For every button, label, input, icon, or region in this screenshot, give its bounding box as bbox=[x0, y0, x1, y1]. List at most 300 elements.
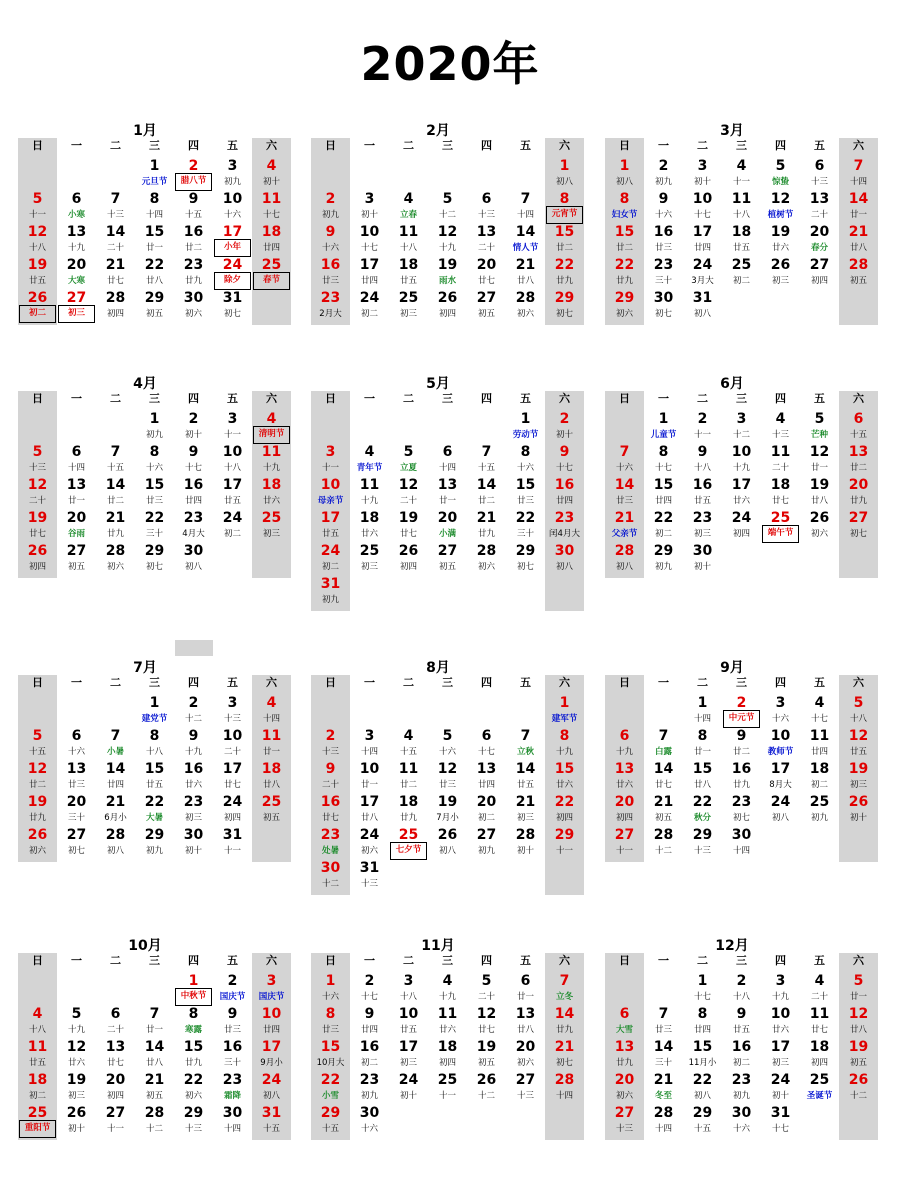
day-cell[interactable] bbox=[252, 189, 291, 223]
day-cell[interactable] bbox=[174, 409, 213, 443]
day-cell[interactable] bbox=[135, 508, 174, 542]
day-cell[interactable] bbox=[506, 255, 545, 289]
day-cell[interactable] bbox=[174, 156, 213, 190]
day-cell[interactable] bbox=[839, 792, 878, 826]
day-cell[interactable] bbox=[644, 255, 683, 289]
day-cell[interactable] bbox=[467, 288, 506, 322]
day-cell[interactable] bbox=[800, 1037, 839, 1071]
day-cell[interactable] bbox=[96, 541, 135, 575]
day-cell[interactable] bbox=[761, 971, 800, 1005]
day-cell[interactable] bbox=[213, 189, 252, 223]
day-cell[interactable] bbox=[389, 475, 428, 509]
day-cell[interactable] bbox=[545, 442, 584, 476]
day-cell[interactable] bbox=[605, 156, 644, 190]
day-cell[interactable] bbox=[213, 825, 252, 859]
day-cell[interactable] bbox=[311, 475, 350, 509]
day-cell[interactable] bbox=[18, 255, 57, 289]
day-cell[interactable] bbox=[213, 693, 252, 727]
day-cell[interactable] bbox=[252, 508, 291, 542]
day-cell[interactable] bbox=[683, 475, 722, 509]
day-cell[interactable] bbox=[252, 971, 291, 1005]
day-cell[interactable] bbox=[350, 971, 389, 1005]
day-cell[interactable] bbox=[644, 508, 683, 542]
day-cell[interactable] bbox=[350, 508, 389, 542]
day-cell[interactable] bbox=[18, 1103, 57, 1137]
day-cell[interactable] bbox=[545, 792, 584, 826]
day-cell[interactable] bbox=[135, 189, 174, 223]
day-cell[interactable] bbox=[389, 442, 428, 476]
day-cell[interactable] bbox=[57, 189, 96, 223]
day-cell[interactable] bbox=[96, 475, 135, 509]
day-cell[interactable] bbox=[839, 508, 878, 542]
day-cell[interactable] bbox=[213, 1037, 252, 1071]
day-cell[interactable] bbox=[213, 156, 252, 190]
day-cell[interactable] bbox=[135, 475, 174, 509]
day-cell[interactable] bbox=[506, 971, 545, 1005]
day-cell[interactable] bbox=[644, 288, 683, 322]
day-cell[interactable] bbox=[57, 825, 96, 859]
day-cell[interactable] bbox=[644, 759, 683, 793]
day-cell[interactable] bbox=[18, 288, 57, 322]
day-cell[interactable] bbox=[96, 508, 135, 542]
day-cell[interactable] bbox=[389, 508, 428, 542]
day-cell[interactable] bbox=[389, 189, 428, 223]
day-cell[interactable] bbox=[467, 255, 506, 289]
day-cell[interactable] bbox=[545, 825, 584, 859]
day-cell[interactable] bbox=[467, 759, 506, 793]
day-cell[interactable] bbox=[174, 759, 213, 793]
day-cell[interactable] bbox=[545, 1070, 584, 1104]
day-cell[interactable] bbox=[800, 189, 839, 223]
day-cell[interactable] bbox=[311, 825, 350, 859]
day-cell[interactable] bbox=[18, 1070, 57, 1104]
day-cell[interactable] bbox=[467, 726, 506, 760]
day-cell[interactable] bbox=[213, 442, 252, 476]
day-cell[interactable] bbox=[839, 726, 878, 760]
day-cell[interactable] bbox=[311, 858, 350, 892]
day-cell[interactable] bbox=[350, 792, 389, 826]
day-cell[interactable] bbox=[213, 288, 252, 322]
day-cell[interactable] bbox=[213, 255, 252, 289]
day-cell[interactable] bbox=[18, 541, 57, 575]
day-cell[interactable] bbox=[722, 442, 761, 476]
day-cell[interactable] bbox=[389, 971, 428, 1005]
day-cell[interactable] bbox=[96, 442, 135, 476]
day-cell[interactable] bbox=[174, 971, 213, 1005]
day-cell[interactable] bbox=[18, 475, 57, 509]
day-cell[interactable] bbox=[428, 222, 467, 256]
day-cell[interactable] bbox=[57, 541, 96, 575]
day-cell[interactable] bbox=[683, 442, 722, 476]
day-cell[interactable] bbox=[761, 508, 800, 542]
day-cell[interactable] bbox=[389, 222, 428, 256]
day-cell[interactable] bbox=[350, 222, 389, 256]
day-cell[interactable] bbox=[506, 409, 545, 443]
day-cell[interactable] bbox=[135, 726, 174, 760]
day-cell[interactable] bbox=[605, 792, 644, 826]
day-cell[interactable] bbox=[57, 475, 96, 509]
day-cell[interactable] bbox=[683, 759, 722, 793]
day-cell[interactable] bbox=[174, 288, 213, 322]
day-cell[interactable] bbox=[350, 541, 389, 575]
day-cell[interactable] bbox=[389, 726, 428, 760]
day-cell[interactable] bbox=[545, 409, 584, 443]
day-cell[interactable] bbox=[506, 442, 545, 476]
day-cell[interactable] bbox=[252, 759, 291, 793]
day-cell[interactable] bbox=[605, 541, 644, 575]
day-cell[interactable] bbox=[839, 759, 878, 793]
day-cell[interactable] bbox=[545, 971, 584, 1005]
day-cell[interactable] bbox=[135, 1037, 174, 1071]
day-cell[interactable] bbox=[350, 288, 389, 322]
day-cell[interactable] bbox=[722, 255, 761, 289]
day-cell[interactable] bbox=[350, 189, 389, 223]
day-cell[interactable] bbox=[57, 1037, 96, 1071]
day-cell[interactable] bbox=[683, 156, 722, 190]
day-cell[interactable] bbox=[506, 288, 545, 322]
day-cell[interactable] bbox=[761, 222, 800, 256]
day-cell[interactable] bbox=[800, 409, 839, 443]
day-cell[interactable] bbox=[174, 541, 213, 575]
day-cell[interactable] bbox=[389, 1037, 428, 1071]
day-cell[interactable] bbox=[761, 759, 800, 793]
day-cell[interactable] bbox=[644, 409, 683, 443]
day-cell[interactable] bbox=[722, 825, 761, 859]
day-cell[interactable] bbox=[311, 759, 350, 793]
day-cell[interactable] bbox=[213, 222, 252, 256]
day-cell[interactable] bbox=[311, 442, 350, 476]
day-cell[interactable] bbox=[350, 1037, 389, 1071]
day-cell[interactable] bbox=[722, 693, 761, 727]
day-cell[interactable] bbox=[350, 255, 389, 289]
day-cell[interactable] bbox=[311, 288, 350, 322]
day-cell[interactable] bbox=[428, 475, 467, 509]
day-cell[interactable] bbox=[174, 693, 213, 727]
day-cell[interactable] bbox=[800, 156, 839, 190]
day-cell[interactable] bbox=[350, 1004, 389, 1038]
day-cell[interactable] bbox=[761, 189, 800, 223]
day-cell[interactable] bbox=[174, 1070, 213, 1104]
day-cell[interactable] bbox=[839, 693, 878, 727]
day-cell[interactable] bbox=[722, 1103, 761, 1137]
day-cell[interactable] bbox=[506, 825, 545, 859]
day-cell[interactable] bbox=[18, 1004, 57, 1038]
day-cell[interactable] bbox=[605, 222, 644, 256]
day-cell[interactable] bbox=[683, 541, 722, 575]
day-cell[interactable] bbox=[506, 1070, 545, 1104]
day-cell[interactable] bbox=[18, 222, 57, 256]
day-cell[interactable] bbox=[839, 409, 878, 443]
day-cell[interactable] bbox=[722, 1070, 761, 1104]
day-cell[interactable] bbox=[96, 825, 135, 859]
day-cell[interactable] bbox=[135, 255, 174, 289]
day-cell[interactable] bbox=[467, 222, 506, 256]
day-cell[interactable] bbox=[800, 1004, 839, 1038]
day-cell[interactable] bbox=[722, 759, 761, 793]
day-cell[interactable] bbox=[96, 726, 135, 760]
day-cell[interactable] bbox=[428, 442, 467, 476]
day-cell[interactable] bbox=[174, 1004, 213, 1038]
day-cell[interactable] bbox=[428, 255, 467, 289]
day-cell[interactable] bbox=[545, 726, 584, 760]
day-cell[interactable] bbox=[839, 1070, 878, 1104]
day-cell[interactable] bbox=[605, 1037, 644, 1071]
day-cell[interactable] bbox=[311, 222, 350, 256]
day-cell[interactable] bbox=[96, 1037, 135, 1071]
day-cell[interactable] bbox=[683, 508, 722, 542]
day-cell[interactable] bbox=[644, 475, 683, 509]
day-cell[interactable] bbox=[605, 759, 644, 793]
day-cell[interactable] bbox=[722, 1037, 761, 1071]
day-cell[interactable] bbox=[428, 726, 467, 760]
day-cell[interactable] bbox=[722, 189, 761, 223]
day-cell[interactable] bbox=[545, 693, 584, 727]
day-cell[interactable] bbox=[213, 475, 252, 509]
day-cell[interactable] bbox=[644, 1103, 683, 1137]
day-cell[interactable] bbox=[800, 222, 839, 256]
day-cell[interactable] bbox=[57, 288, 96, 322]
day-cell[interactable] bbox=[683, 189, 722, 223]
day-cell[interactable] bbox=[605, 726, 644, 760]
day-cell[interactable] bbox=[174, 222, 213, 256]
day-cell[interactable] bbox=[252, 255, 291, 289]
day-cell[interactable] bbox=[213, 1103, 252, 1137]
day-cell[interactable] bbox=[252, 475, 291, 509]
day-cell[interactable] bbox=[644, 825, 683, 859]
day-cell[interactable] bbox=[96, 189, 135, 223]
day-cell[interactable] bbox=[213, 759, 252, 793]
day-cell[interactable] bbox=[545, 1004, 584, 1038]
day-cell[interactable] bbox=[311, 508, 350, 542]
day-cell[interactable] bbox=[506, 475, 545, 509]
day-cell[interactable] bbox=[683, 1004, 722, 1038]
day-cell[interactable] bbox=[467, 189, 506, 223]
day-cell[interactable] bbox=[761, 792, 800, 826]
day-cell[interactable] bbox=[18, 792, 57, 826]
day-cell[interactable] bbox=[800, 759, 839, 793]
day-cell[interactable] bbox=[389, 288, 428, 322]
day-cell[interactable] bbox=[311, 541, 350, 575]
day-cell[interactable] bbox=[135, 222, 174, 256]
day-cell[interactable] bbox=[57, 1070, 96, 1104]
day-cell[interactable] bbox=[57, 255, 96, 289]
day-cell[interactable] bbox=[174, 255, 213, 289]
day-cell[interactable] bbox=[800, 1070, 839, 1104]
day-cell[interactable] bbox=[683, 1037, 722, 1071]
day-cell[interactable] bbox=[213, 792, 252, 826]
day-cell[interactable] bbox=[467, 508, 506, 542]
day-cell[interactable] bbox=[605, 825, 644, 859]
day-cell[interactable] bbox=[644, 222, 683, 256]
day-cell[interactable] bbox=[311, 189, 350, 223]
day-cell[interactable] bbox=[545, 255, 584, 289]
day-cell[interactable] bbox=[683, 288, 722, 322]
day-cell[interactable] bbox=[644, 1037, 683, 1071]
day-cell[interactable] bbox=[57, 442, 96, 476]
day-cell[interactable] bbox=[174, 792, 213, 826]
day-cell[interactable] bbox=[311, 1103, 350, 1137]
day-cell[interactable] bbox=[174, 1103, 213, 1137]
day-cell[interactable] bbox=[605, 442, 644, 476]
day-cell[interactable] bbox=[135, 409, 174, 443]
day-cell[interactable] bbox=[545, 508, 584, 542]
day-cell[interactable] bbox=[644, 541, 683, 575]
day-cell[interactable] bbox=[506, 189, 545, 223]
day-cell[interactable] bbox=[722, 409, 761, 443]
day-cell[interactable] bbox=[252, 1004, 291, 1038]
day-cell[interactable] bbox=[389, 825, 428, 859]
day-cell[interactable] bbox=[350, 1070, 389, 1104]
day-cell[interactable] bbox=[467, 1070, 506, 1104]
day-cell[interactable] bbox=[644, 1004, 683, 1038]
day-cell[interactable] bbox=[722, 156, 761, 190]
day-cell[interactable] bbox=[683, 693, 722, 727]
day-cell[interactable] bbox=[605, 255, 644, 289]
day-cell[interactable] bbox=[428, 759, 467, 793]
day-cell[interactable] bbox=[506, 541, 545, 575]
day-cell[interactable] bbox=[761, 475, 800, 509]
day-cell[interactable] bbox=[506, 222, 545, 256]
day-cell[interactable] bbox=[839, 475, 878, 509]
day-cell[interactable] bbox=[428, 1070, 467, 1104]
day-cell[interactable] bbox=[761, 156, 800, 190]
day-cell[interactable] bbox=[389, 1004, 428, 1038]
day-cell[interactable] bbox=[506, 508, 545, 542]
day-cell[interactable] bbox=[839, 1037, 878, 1071]
day-cell[interactable] bbox=[350, 825, 389, 859]
day-cell[interactable] bbox=[311, 1004, 350, 1038]
day-cell[interactable] bbox=[467, 1037, 506, 1071]
day-cell[interactable] bbox=[683, 825, 722, 859]
day-cell[interactable] bbox=[800, 255, 839, 289]
day-cell[interactable] bbox=[761, 1070, 800, 1104]
day-cell[interactable] bbox=[57, 792, 96, 826]
day-cell[interactable] bbox=[800, 442, 839, 476]
day-cell[interactable] bbox=[252, 1037, 291, 1071]
day-cell[interactable] bbox=[96, 1004, 135, 1038]
day-cell[interactable] bbox=[545, 189, 584, 223]
day-cell[interactable] bbox=[174, 475, 213, 509]
day-cell[interactable] bbox=[722, 726, 761, 760]
day-cell[interactable] bbox=[350, 442, 389, 476]
day-cell[interactable] bbox=[800, 475, 839, 509]
day-cell[interactable] bbox=[800, 792, 839, 826]
day-cell[interactable] bbox=[18, 726, 57, 760]
day-cell[interactable] bbox=[761, 1037, 800, 1071]
day-cell[interactable] bbox=[213, 971, 252, 1005]
day-cell[interactable] bbox=[839, 189, 878, 223]
day-cell[interactable] bbox=[683, 971, 722, 1005]
day-cell[interactable] bbox=[428, 1004, 467, 1038]
day-cell[interactable] bbox=[605, 1070, 644, 1104]
day-cell[interactable] bbox=[252, 693, 291, 727]
day-cell[interactable] bbox=[467, 541, 506, 575]
day-cell[interactable] bbox=[839, 442, 878, 476]
day-cell[interactable] bbox=[135, 1004, 174, 1038]
day-cell[interactable] bbox=[350, 475, 389, 509]
day-cell[interactable] bbox=[350, 1103, 389, 1137]
day-cell[interactable] bbox=[311, 792, 350, 826]
day-cell[interactable] bbox=[683, 726, 722, 760]
day-cell[interactable] bbox=[683, 1070, 722, 1104]
day-cell[interactable] bbox=[545, 1037, 584, 1071]
day-cell[interactable] bbox=[311, 971, 350, 1005]
day-cell[interactable] bbox=[605, 288, 644, 322]
day-cell[interactable] bbox=[57, 508, 96, 542]
day-cell[interactable] bbox=[722, 1004, 761, 1038]
day-cell[interactable] bbox=[545, 222, 584, 256]
day-cell[interactable] bbox=[350, 858, 389, 892]
day-cell[interactable] bbox=[311, 1037, 350, 1071]
day-cell[interactable] bbox=[506, 1004, 545, 1038]
day-cell[interactable] bbox=[96, 1103, 135, 1137]
day-cell[interactable] bbox=[644, 726, 683, 760]
day-cell[interactable] bbox=[605, 189, 644, 223]
day-cell[interactable] bbox=[545, 541, 584, 575]
day-cell[interactable] bbox=[311, 726, 350, 760]
day-cell[interactable] bbox=[135, 1103, 174, 1137]
day-cell[interactable] bbox=[761, 1103, 800, 1137]
day-cell[interactable] bbox=[57, 222, 96, 256]
day-cell[interactable] bbox=[683, 792, 722, 826]
day-cell[interactable] bbox=[96, 792, 135, 826]
day-cell[interactable] bbox=[605, 475, 644, 509]
day-cell[interactable] bbox=[57, 1103, 96, 1137]
day-cell[interactable] bbox=[839, 255, 878, 289]
day-cell[interactable] bbox=[722, 222, 761, 256]
day-cell[interactable] bbox=[135, 693, 174, 727]
day-cell[interactable] bbox=[174, 726, 213, 760]
day-cell[interactable] bbox=[839, 1004, 878, 1038]
day-cell[interactable] bbox=[213, 508, 252, 542]
day-cell[interactable] bbox=[644, 1070, 683, 1104]
day-cell[interactable] bbox=[800, 693, 839, 727]
day-cell[interactable] bbox=[467, 825, 506, 859]
day-cell[interactable] bbox=[96, 222, 135, 256]
day-cell[interactable] bbox=[252, 409, 291, 443]
day-cell[interactable] bbox=[252, 222, 291, 256]
day-cell[interactable] bbox=[252, 1103, 291, 1137]
day-cell[interactable] bbox=[350, 759, 389, 793]
day-cell[interactable] bbox=[644, 156, 683, 190]
day-cell[interactable] bbox=[839, 971, 878, 1005]
day-cell[interactable] bbox=[761, 693, 800, 727]
day-cell[interactable] bbox=[174, 508, 213, 542]
day-cell[interactable] bbox=[506, 759, 545, 793]
day-cell[interactable] bbox=[135, 792, 174, 826]
day-cell[interactable] bbox=[545, 288, 584, 322]
day-cell[interactable] bbox=[57, 726, 96, 760]
day-cell[interactable] bbox=[135, 156, 174, 190]
day-cell[interactable] bbox=[683, 409, 722, 443]
day-cell[interactable] bbox=[135, 759, 174, 793]
day-cell[interactable] bbox=[18, 508, 57, 542]
day-cell[interactable] bbox=[722, 792, 761, 826]
day-cell[interactable] bbox=[18, 442, 57, 476]
day-cell[interactable] bbox=[605, 508, 644, 542]
day-cell[interactable] bbox=[18, 759, 57, 793]
day-cell[interactable] bbox=[761, 255, 800, 289]
day-cell[interactable] bbox=[467, 442, 506, 476]
day-cell[interactable] bbox=[389, 792, 428, 826]
day-cell[interactable] bbox=[174, 442, 213, 476]
day-cell[interactable] bbox=[428, 971, 467, 1005]
day-cell[interactable] bbox=[428, 825, 467, 859]
day-cell[interactable] bbox=[96, 759, 135, 793]
day-cell[interactable] bbox=[467, 1004, 506, 1038]
day-cell[interactable] bbox=[545, 475, 584, 509]
day-cell[interactable] bbox=[761, 726, 800, 760]
